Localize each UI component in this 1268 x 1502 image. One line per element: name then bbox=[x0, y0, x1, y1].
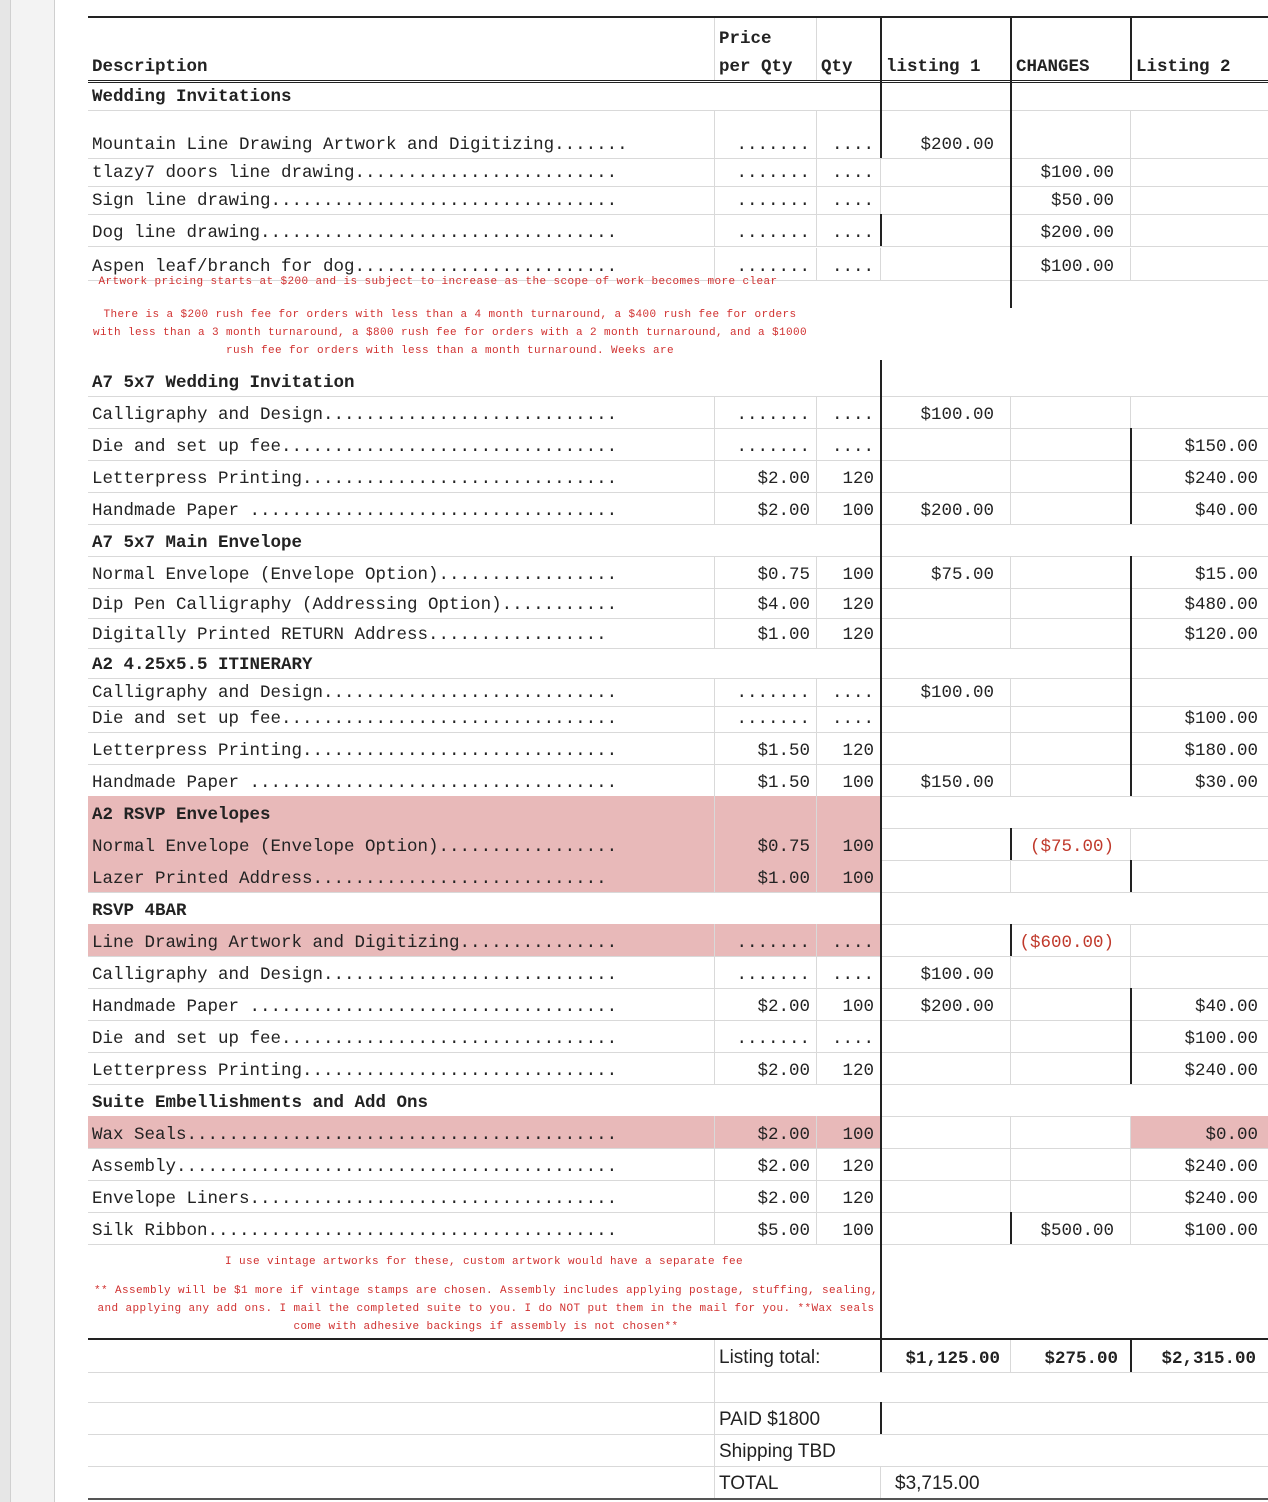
price-cell[interactable]: $2.00 bbox=[714, 1116, 816, 1148]
item-description[interactable]: Calligraphy and Design............................ bbox=[92, 965, 618, 985]
changes-cell[interactable] bbox=[1010, 732, 1130, 764]
qty-cell[interactable]: 100 bbox=[816, 988, 880, 1020]
shipping-row bbox=[88, 1434, 1268, 1467]
price-cell[interactable]: ....... bbox=[714, 214, 816, 246]
table-row bbox=[88, 706, 1268, 733]
price-cell[interactable]: ....... bbox=[714, 924, 816, 956]
column-border bbox=[1010, 1212, 1012, 1244]
column-border bbox=[1010, 828, 1012, 860]
item-description[interactable]: Die and set up fee................................ bbox=[92, 709, 618, 729]
table-row bbox=[88, 556, 1268, 589]
item-description[interactable]: Normal Envelope (Envelope Option)................. bbox=[92, 565, 618, 585]
listing1-cell[interactable] bbox=[880, 924, 1010, 956]
changes-cell[interactable]: $50.00 bbox=[1010, 186, 1130, 214]
qty-cell[interactable]: 120 bbox=[816, 618, 880, 648]
price-cell[interactable]: $2.00 bbox=[714, 460, 816, 492]
listing2-cell[interactable] bbox=[1130, 860, 1268, 892]
price-cell[interactable]: ....... bbox=[714, 248, 816, 280]
price-cell[interactable]: $5.00 bbox=[714, 1212, 816, 1244]
listing1-cell[interactable] bbox=[880, 1116, 1010, 1148]
listing1-cell[interactable] bbox=[880, 618, 1010, 648]
listing1-cell[interactable] bbox=[880, 828, 1010, 860]
column-border bbox=[1130, 988, 1132, 1084]
qty-cell[interactable]: .... bbox=[816, 956, 880, 988]
listing2-cell[interactable] bbox=[1130, 186, 1268, 214]
table-row bbox=[88, 460, 1268, 493]
changes-cell[interactable] bbox=[1010, 428, 1130, 460]
item-description[interactable]: Wax Seals......................................... bbox=[88, 1116, 714, 1148]
paid-value[interactable] bbox=[880, 1402, 1010, 1434]
listing2-cell[interactable] bbox=[1130, 396, 1268, 428]
price-cell[interactable]: $2.00 bbox=[714, 988, 816, 1020]
qty-cell[interactable]: .... bbox=[816, 110, 880, 158]
header-price-line1: Price bbox=[719, 29, 772, 49]
listing1-cell[interactable] bbox=[880, 158, 1010, 186]
section-row bbox=[88, 892, 1268, 925]
section-row bbox=[88, 366, 1268, 397]
table-row bbox=[88, 678, 1268, 707]
listing2-total[interactable]: $2,315.00 bbox=[1130, 1340, 1268, 1372]
item-description[interactable]: Silk Ribbon....................................... bbox=[92, 1221, 618, 1241]
header-description[interactable]: Description bbox=[92, 57, 208, 77]
listing2-cell[interactable] bbox=[1130, 956, 1268, 988]
column-border bbox=[1010, 924, 1012, 956]
section-row bbox=[88, 1084, 1268, 1117]
listing2-cell[interactable]: $100.00 bbox=[1130, 1212, 1268, 1244]
listing-total-label[interactable]: Listing total: bbox=[714, 1340, 880, 1372]
qty-cell[interactable]: 120 bbox=[816, 588, 880, 618]
grand-total-row bbox=[88, 1466, 1268, 1500]
price-cell[interactable]: $2.00 bbox=[714, 1052, 816, 1084]
table-row bbox=[88, 860, 1268, 893]
table-row bbox=[88, 988, 1268, 1021]
listing2-cell[interactable]: $0.00 bbox=[1130, 1116, 1268, 1148]
qty-cell[interactable]: .... bbox=[816, 158, 880, 186]
section-row bbox=[88, 86, 1268, 111]
listing1-cell[interactable] bbox=[880, 860, 1010, 892]
changes-cell[interactable] bbox=[1010, 618, 1130, 648]
item-description[interactable]: Die and set up fee................................ bbox=[92, 1029, 618, 1049]
listing2-cell[interactable]: $100.00 bbox=[1130, 1020, 1268, 1052]
section-title[interactable]: A7 5x7 Wedding Invitation bbox=[92, 373, 355, 393]
qty-cell[interactable] bbox=[816, 796, 880, 828]
table-row bbox=[88, 732, 1268, 765]
changes-cell[interactable]: ($600.00) bbox=[1010, 924, 1130, 956]
listing2-cell[interactable]: $40.00 bbox=[1130, 988, 1268, 1020]
changes-cell[interactable] bbox=[1010, 110, 1130, 158]
listing1-cell[interactable] bbox=[880, 460, 1010, 492]
section-row bbox=[88, 524, 1268, 557]
qty-cell[interactable]: 100 bbox=[816, 764, 880, 796]
qty-cell[interactable]: .... bbox=[816, 214, 880, 246]
listing2-cell[interactable]: $30.00 bbox=[1130, 764, 1268, 796]
note-artwork-pricing: Artwork pricing starts at $200 and is subject to increase as the scope of work becomes more clear bbox=[98, 276, 778, 288]
price-cell[interactable] bbox=[714, 796, 816, 828]
header-price[interactable] bbox=[714, 18, 816, 80]
qty-cell[interactable]: .... bbox=[816, 248, 880, 280]
column-border bbox=[880, 1402, 882, 1434]
item-description[interactable]: Die and set up fee................................ bbox=[92, 437, 618, 457]
price-cell[interactable]: ....... bbox=[714, 396, 816, 428]
item-description[interactable]: Envelope Liners................................... bbox=[92, 1189, 618, 1209]
grand-total-label[interactable]: TOTAL bbox=[714, 1466, 880, 1498]
section-title[interactable]: A2 RSVP Envelopes bbox=[88, 796, 714, 828]
item-description[interactable]: tlazy7 doors line drawing......................... bbox=[92, 163, 618, 183]
listing1-cell[interactable]: $100.00 bbox=[880, 396, 1010, 428]
table-row bbox=[88, 214, 1268, 247]
qty-cell[interactable]: 120 bbox=[816, 732, 880, 764]
qty-cell[interactable]: 100 bbox=[816, 1116, 880, 1148]
changes-cell[interactable] bbox=[1010, 1116, 1130, 1148]
item-description[interactable]: Dip Pen Calligraphy (Addressing Option)........... bbox=[92, 595, 618, 615]
changes-cell[interactable] bbox=[1010, 396, 1130, 428]
listing1-cell[interactable]: $100.00 bbox=[880, 956, 1010, 988]
table-row bbox=[88, 428, 1268, 461]
item-description[interactable]: Sign line drawing................................. bbox=[92, 191, 618, 211]
price-cell[interactable]: ....... bbox=[714, 110, 816, 158]
section-row bbox=[88, 648, 1268, 679]
column-border bbox=[880, 214, 882, 246]
listing1-cell[interactable]: $75.00 bbox=[880, 556, 1010, 588]
table-row bbox=[88, 1180, 1268, 1213]
price-cell[interactable]: ....... bbox=[714, 706, 816, 732]
column-border bbox=[880, 1244, 882, 1338]
listing1-cell[interactable]: $200.00 bbox=[880, 492, 1010, 524]
listing2-cell[interactable] bbox=[1130, 248, 1268, 280]
grand-total-value[interactable]: $3,715.00 bbox=[880, 1466, 1010, 1498]
changes-cell[interactable] bbox=[1010, 1148, 1130, 1180]
section-title[interactable]: Wedding Invitations bbox=[92, 87, 292, 107]
header-changes[interactable]: CHANGES bbox=[1010, 18, 1130, 80]
qty-cell[interactable]: .... bbox=[816, 428, 880, 460]
changes-cell[interactable] bbox=[1010, 460, 1130, 492]
table-row bbox=[88, 1148, 1268, 1181]
listing2-cell[interactable]: $150.00 bbox=[1130, 428, 1268, 460]
listing2-cell[interactable]: $240.00 bbox=[1130, 460, 1268, 492]
table-row bbox=[88, 1020, 1268, 1053]
listing1-cell[interactable]: $200.00 bbox=[880, 110, 1010, 158]
changes-cell[interactable]: $200.00 bbox=[1010, 214, 1130, 246]
item-description[interactable]: Lazer Printed Address............................ bbox=[88, 860, 714, 892]
qty-cell[interactable]: 100 bbox=[816, 828, 880, 860]
changes-cell[interactable] bbox=[1010, 956, 1130, 988]
column-border bbox=[1130, 428, 1132, 524]
qty-cell[interactable]: 120 bbox=[816, 1180, 880, 1212]
shipping-label[interactable]: Shipping TBD bbox=[714, 1434, 880, 1466]
listing2-cell[interactable]: $100.00 bbox=[1130, 706, 1268, 732]
column-border bbox=[1130, 556, 1132, 796]
table-row bbox=[88, 1052, 1268, 1085]
qty-cell[interactable]: 100 bbox=[816, 1212, 880, 1244]
item-description[interactable]: Aspen leaf/branch for dog......................... bbox=[92, 257, 618, 277]
listing1-cell[interactable]: $150.00 bbox=[880, 764, 1010, 796]
changes-cell[interactable] bbox=[1010, 860, 1130, 892]
listing1-total[interactable]: $1,125.00 bbox=[880, 1340, 1010, 1372]
price-cell[interactable]: ....... bbox=[714, 158, 816, 186]
column-border bbox=[880, 18, 882, 158]
item-description[interactable]: Handmade Paper ................................... bbox=[92, 773, 618, 793]
header-listing1[interactable]: listing 1 bbox=[880, 18, 1010, 80]
blank-cell[interactable] bbox=[714, 1370, 816, 1402]
item-description[interactable]: Letterpress Printing.............................. bbox=[92, 1061, 618, 1081]
note-vintage: I use vintage artworks for these, custom artwork would have a separate fee bbox=[224, 1256, 744, 1268]
header-listing2[interactable]: Listing 2 bbox=[1130, 18, 1268, 80]
item-description[interactable]: Digitally Printed RETURN Address................. bbox=[92, 625, 607, 645]
item-description[interactable]: Letterpress Printing.............................. bbox=[92, 469, 618, 489]
changes-cell[interactable]: $100.00 bbox=[1010, 158, 1130, 186]
listing2-cell[interactable] bbox=[1130, 158, 1268, 186]
gutter bbox=[0, 0, 11, 1502]
column-border bbox=[1010, 18, 1012, 308]
table-row bbox=[88, 956, 1268, 989]
changes-cell[interactable] bbox=[1010, 706, 1130, 732]
qty-cell[interactable]: 100 bbox=[816, 556, 880, 588]
price-cell[interactable]: ....... bbox=[714, 956, 816, 988]
price-cell[interactable]: ....... bbox=[714, 186, 816, 214]
table-row bbox=[88, 110, 1268, 159]
changes-cell[interactable] bbox=[1010, 988, 1130, 1020]
changes-cell[interactable]: $100.00 bbox=[1010, 248, 1130, 280]
qty-cell[interactable]: .... bbox=[816, 396, 880, 428]
listing1-cell[interactable] bbox=[880, 732, 1010, 764]
qty-cell[interactable]: 120 bbox=[816, 1052, 880, 1084]
changes-total[interactable]: $275.00 bbox=[1010, 1340, 1130, 1372]
listing2-cell[interactable] bbox=[1130, 214, 1268, 246]
section-title[interactable]: A2 4.25x5.5 ITINERARY bbox=[92, 655, 313, 675]
item-description[interactable]: Handmade Paper ................................... bbox=[92, 997, 618, 1017]
listing2-cell[interactable] bbox=[1130, 678, 1268, 706]
listing2-cell[interactable]: $240.00 bbox=[1130, 1148, 1268, 1180]
price-cell[interactable]: $1.50 bbox=[714, 732, 816, 764]
price-cell[interactable]: $2.00 bbox=[714, 1180, 816, 1212]
header-price-line2: per Qty bbox=[719, 57, 793, 77]
listing2-cell[interactable] bbox=[1130, 110, 1268, 158]
listing1-cell[interactable] bbox=[880, 186, 1010, 214]
header-row bbox=[88, 18, 1268, 83]
price-cell[interactable]: $0.75 bbox=[714, 556, 816, 588]
qty-cell[interactable]: .... bbox=[816, 924, 880, 956]
blank-row bbox=[88, 1370, 1268, 1403]
spreadsheet[interactable] bbox=[88, 0, 1268, 1502]
listing1-cell[interactable]: $100.00 bbox=[880, 678, 1010, 706]
listing2-cell[interactable]: $40.00 bbox=[1130, 492, 1268, 524]
column-border bbox=[880, 360, 882, 1340]
qty-cell[interactable]: .... bbox=[816, 706, 880, 732]
price-cell[interactable]: $1.00 bbox=[714, 618, 816, 648]
listing1-cell[interactable] bbox=[880, 1212, 1010, 1244]
price-cell[interactable]: ....... bbox=[714, 1020, 816, 1052]
changes-cell[interactable] bbox=[1010, 1180, 1130, 1212]
listing2-cell[interactable]: $180.00 bbox=[1130, 732, 1268, 764]
header-qty[interactable]: Qty bbox=[816, 18, 880, 80]
table-row bbox=[88, 396, 1268, 429]
table-row bbox=[88, 1212, 1268, 1245]
qty-cell[interactable]: 100 bbox=[816, 492, 880, 524]
listing2-cell[interactable]: $15.00 bbox=[1130, 556, 1268, 588]
section-row bbox=[88, 796, 1268, 829]
qty-cell[interactable]: .... bbox=[816, 1020, 880, 1052]
qty-cell[interactable]: 120 bbox=[816, 460, 880, 492]
listing2-cell[interactable]: $120.00 bbox=[1130, 618, 1268, 648]
listing1-cell[interactable] bbox=[880, 1052, 1010, 1084]
row-header-strip bbox=[0, 0, 55, 1502]
paid-row bbox=[88, 1402, 1268, 1435]
qty-cell[interactable]: .... bbox=[816, 678, 880, 706]
listing1-cell[interactable] bbox=[880, 1180, 1010, 1212]
listing2-cell[interactable] bbox=[1130, 828, 1268, 860]
table-row bbox=[88, 1116, 1268, 1149]
column-border bbox=[1130, 860, 1132, 892]
price-cell[interactable]: $2.00 bbox=[714, 1148, 816, 1180]
price-cell[interactable]: $4.00 bbox=[714, 588, 816, 618]
listing-total-row bbox=[88, 1338, 1268, 1373]
item-description[interactable]: Dog line drawing.................................. bbox=[92, 223, 618, 243]
table-row bbox=[88, 588, 1268, 619]
listing1-cell[interactable] bbox=[880, 248, 1010, 280]
section-title[interactable]: Suite Embellishments and Add Ons bbox=[92, 1093, 429, 1113]
listing1-cell[interactable] bbox=[880, 214, 1010, 246]
listing1-cell[interactable] bbox=[880, 588, 1010, 618]
note-rush-fee: There is a $200 rush fee for orders with less than a 4 month turnaround, a $400 rush fee for orders with less than a 3 month turnaround, a $800 rush fee for orders with a 2 month turnaround, and a $1000 rush fee for orders with less than a month turnaround. Weeks are bbox=[92, 309, 808, 357]
note-assembly: ** Assembly will be $1 more if vintage stamps are chosen. Assembly includes applying postage, stuffing, sealing, and applying any add ons. I mail the completed suite to you. I do NOT put them in the mail for you. **Wax seals come with adhesive backings if assembly is not chosen** bbox=[93, 1285, 879, 1333]
changes-cell[interactable] bbox=[1010, 764, 1130, 796]
listing2-cell[interactable]: $240.00 bbox=[1130, 1052, 1268, 1084]
table-row bbox=[88, 924, 1268, 957]
section-title[interactable]: A7 5x7 Main Envelope bbox=[92, 533, 303, 553]
qty-cell[interactable]: 120 bbox=[816, 1148, 880, 1180]
item-description[interactable]: Normal Envelope (Envelope Option)................. bbox=[88, 828, 714, 860]
table-row bbox=[88, 492, 1268, 525]
qty-cell[interactable]: 100 bbox=[816, 860, 880, 892]
table-row bbox=[88, 618, 1268, 649]
price-cell[interactable]: $1.50 bbox=[714, 764, 816, 796]
item-description[interactable]: Line Drawing Artwork and Digitizing............... bbox=[88, 924, 714, 956]
changes-cell[interactable] bbox=[1010, 588, 1130, 618]
column-border bbox=[1130, 18, 1132, 80]
qty-cell[interactable]: .... bbox=[816, 186, 880, 214]
item-description[interactable]: Handmade Paper ................................... bbox=[92, 501, 618, 521]
table-row bbox=[88, 764, 1268, 797]
listing2-cell[interactable] bbox=[1130, 924, 1268, 956]
table-row bbox=[88, 158, 1268, 187]
price-cell[interactable]: ....... bbox=[714, 678, 816, 706]
item-description[interactable]: Letterpress Printing.............................. bbox=[92, 741, 618, 761]
price-cell[interactable]: ....... bbox=[714, 428, 816, 460]
listing1-cell[interactable]: $200.00 bbox=[880, 988, 1010, 1020]
listing1-cell[interactable] bbox=[880, 1148, 1010, 1180]
item-description[interactable]: Assembly.......................................... bbox=[92, 1157, 618, 1177]
listing2-cell[interactable]: $240.00 bbox=[1130, 1180, 1268, 1212]
changes-cell[interactable] bbox=[1010, 678, 1130, 706]
changes-cell[interactable] bbox=[1010, 1052, 1130, 1084]
price-cell[interactable]: $0.75 bbox=[714, 828, 816, 860]
listing2-cell[interactable]: $480.00 bbox=[1130, 588, 1268, 618]
table-row bbox=[88, 186, 1268, 215]
changes-cell[interactable]: $500.00 bbox=[1010, 1212, 1130, 1244]
listing1-cell[interactable] bbox=[880, 428, 1010, 460]
paid-label[interactable]: PAID $1800 bbox=[714, 1402, 880, 1434]
listing1-cell[interactable] bbox=[880, 706, 1010, 732]
item-description[interactable]: Calligraphy and Design............................ bbox=[92, 405, 618, 425]
table-row bbox=[88, 828, 1268, 861]
price-cell[interactable]: $1.00 bbox=[714, 860, 816, 892]
changes-cell[interactable]: ($75.00) bbox=[1010, 828, 1130, 860]
item-description[interactable]: Calligraphy and Design............................ bbox=[92, 683, 618, 703]
listing1-cell[interactable] bbox=[880, 1020, 1010, 1052]
price-cell[interactable]: $2.00 bbox=[714, 492, 816, 524]
changes-cell[interactable] bbox=[1010, 492, 1130, 524]
changes-cell[interactable] bbox=[1010, 1020, 1130, 1052]
changes-cell[interactable] bbox=[1010, 556, 1130, 588]
item-description[interactable]: Mountain Line Drawing Artwork and Digitizing....... bbox=[92, 135, 628, 155]
section-title[interactable]: RSVP 4BAR bbox=[92, 901, 187, 921]
